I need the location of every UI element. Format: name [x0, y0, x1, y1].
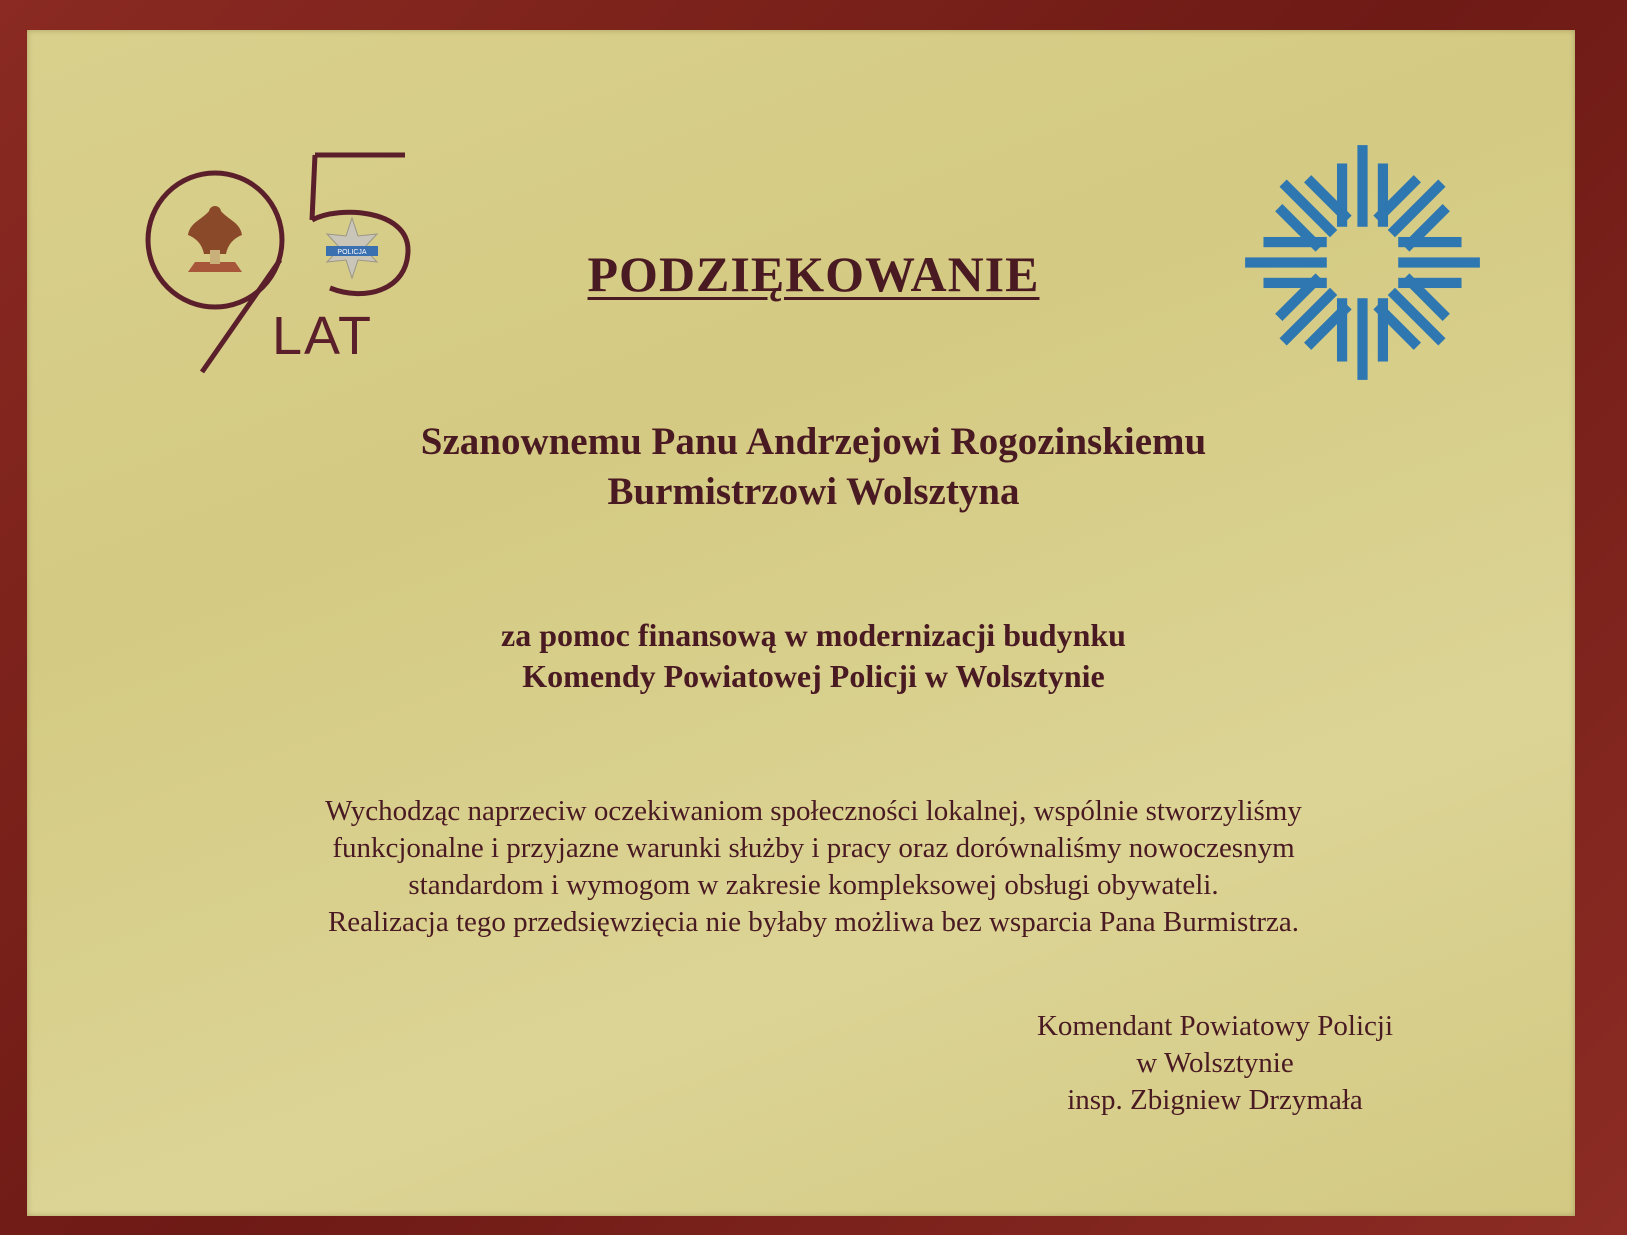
signature-block: [955, 1008, 1475, 1119]
signature-line: Komendant Powiatowy Policji: [1036, 1010, 1394, 1042]
reason: [0, 615, 1627, 697]
star-bar: [1378, 298, 1388, 361]
reason-line: za pomoc finansową w modernizacji budynku: [501, 617, 1126, 653]
document-title: PODZIĘKOWANIE: [587, 246, 1040, 302]
badge-text: POLICJA: [337, 249, 367, 256]
body-line: Realizacja tego przedsięwzięcia nie byłaby możliwa bez wsparcia Pana Burmistrza.: [327, 906, 1300, 938]
years-label: LAT: [272, 306, 374, 366]
body-line: Wychodząc naprzeciw oczekiwaniom społeczności lokalnej, wspólnie stworzyliśmy: [325, 795, 1302, 827]
body-line: funkcjonalne i przyjazne warunki służby i pracy oraz dorównaliśmy nowoczesnym: [332, 832, 1295, 864]
five-stem: [312, 155, 315, 220]
body-line: standardom i wymogom w zakresie kompleksowej obsługi obywateli.: [408, 869, 1219, 901]
reason-line: Komendy Powiatowej Policji w Wolsztynie: [522, 658, 1105, 694]
body-text: [0, 793, 1627, 941]
recipient-line: Burmistrzowi Wolsztyna: [607, 470, 1020, 513]
recipient: [0, 417, 1627, 517]
signature-line: insp. Zbigniew Drzymała: [1067, 1084, 1363, 1116]
recipient-line: Szanownemu Panu Andrzejowi Rogozinskiemu: [420, 420, 1207, 463]
star-bar: [1357, 145, 1367, 227]
star-bar: [1388, 179, 1446, 237]
star-bar: [1357, 298, 1367, 380]
signature-line: w Wolsztynie: [1136, 1047, 1294, 1079]
star-bar: [1279, 179, 1337, 237]
